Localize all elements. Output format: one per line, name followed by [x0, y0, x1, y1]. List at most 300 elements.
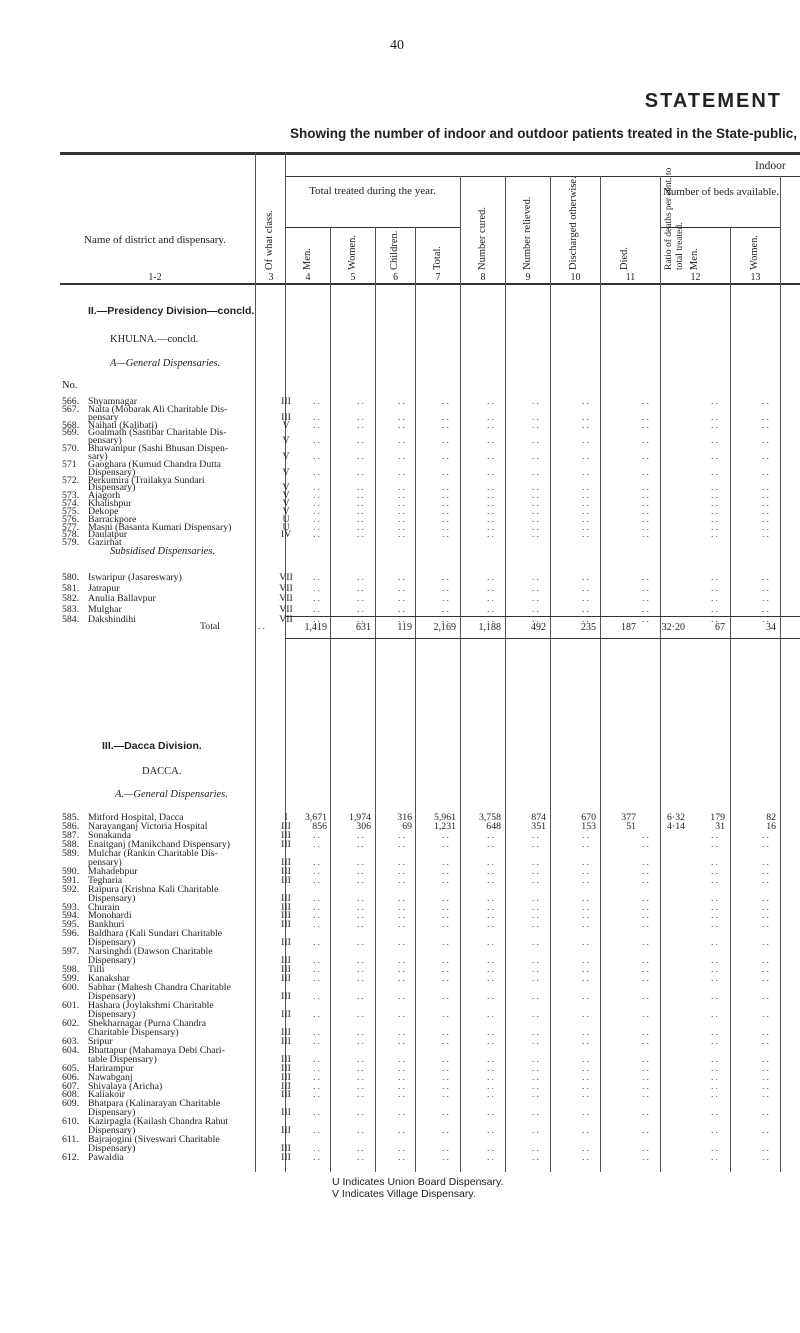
- row-number: 596.: [62, 928, 80, 940]
- empty-cell-dots: ..: [642, 490, 651, 502]
- empty-cell-dots: ..: [357, 435, 366, 447]
- empty-cell-dots: ..: [711, 498, 720, 510]
- empty-cell-dots: ..: [398, 435, 407, 447]
- empty-cell-dots: ..: [442, 991, 451, 1002]
- empty-cell-dots: ..: [642, 396, 651, 407]
- empty-cell-dots: ..: [357, 572, 366, 583]
- empty-cell-dots: ..: [442, 1026, 451, 1038]
- empty-cell-dots: ..: [487, 582, 496, 594]
- empty-cell-dots: ..: [357, 593, 366, 604]
- empty-cell-dots: ..: [532, 991, 541, 1002]
- empty-cell-dots: ..: [313, 973, 322, 985]
- empty-cell-dots: ..: [642, 1071, 651, 1083]
- total-top-rule: [285, 616, 800, 617]
- died-column-header: Died.: [619, 246, 630, 270]
- empty-cell-dots: ..: [642, 1089, 651, 1101]
- dispensary-class: III: [281, 1053, 291, 1065]
- empty-cell-dots: ..: [642, 513, 651, 525]
- dispensary-name: Charitable Dispensary): [88, 1026, 179, 1038]
- cell-value: 670: [581, 812, 596, 823]
- col-divider-7: [505, 176, 506, 1172]
- empty-cell-dots: ..: [442, 411, 451, 423]
- dispensary-name: table Dispensary): [88, 1053, 157, 1065]
- cell-value: 377: [621, 812, 636, 823]
- empty-cell-dots: ..: [711, 1152, 720, 1164]
- row-number: 572.: [62, 474, 80, 486]
- empty-cell-dots: ..: [711, 1026, 720, 1038]
- empty-cell-dots: ..: [532, 829, 541, 841]
- empty-cell-dots: ..: [357, 419, 366, 431]
- empty-cell-dots: ..: [762, 874, 771, 886]
- empty-cell-dots: ..: [711, 919, 720, 931]
- dispensary-class: III: [281, 865, 291, 877]
- empty-cell-dots: ..: [398, 1062, 407, 1074]
- empty-cell-dots: ..: [313, 856, 322, 868]
- empty-cell-dots: ..: [442, 435, 451, 447]
- empty-cell-dots: ..: [642, 973, 651, 985]
- empty-cell-dots: ..: [357, 582, 366, 594]
- footnote-union: U Indicates Union Board Dispensary.: [332, 1176, 504, 1188]
- dispensary-name: Churain: [88, 901, 120, 913]
- empty-cell-dots: ..: [532, 419, 541, 431]
- empty-cell-dots: ..: [442, 1071, 451, 1083]
- dispensary-name: Dispensary): [88, 466, 136, 478]
- cell-value: 16: [766, 820, 776, 832]
- empty-cell-dots: ..: [762, 505, 771, 517]
- empty-cell-dots: ..: [398, 419, 407, 431]
- dispensary-class: III: [281, 892, 291, 904]
- empty-cell-dots: ..: [532, 482, 541, 494]
- row-number: 586.: [62, 820, 80, 832]
- empty-cell-dots: ..: [442, 937, 451, 949]
- empty-cell-dots: ..: [442, 1053, 451, 1065]
- empty-cell-dots: ..: [762, 991, 771, 1002]
- empty-cell-dots: ..: [357, 973, 366, 985]
- dispensary-name: Bankhuri: [88, 919, 125, 931]
- dispensary-class: III: [281, 901, 291, 913]
- empty-cell-dots: ..: [582, 901, 591, 913]
- empty-cell-dots: ..: [762, 829, 771, 841]
- empty-cell-dots: ..: [711, 1107, 720, 1119]
- empty-cell-dots: ..: [582, 1035, 591, 1047]
- col-divider-9: [600, 176, 601, 1172]
- empty-cell-dots: ..: [442, 973, 451, 985]
- empty-cell-dots: ..: [442, 396, 451, 407]
- row-number: 590.: [62, 865, 80, 877]
- men-column-header: Men.: [302, 248, 313, 270]
- empty-cell-dots: ..: [442, 1152, 451, 1164]
- empty-cell-dots: ..: [313, 1080, 322, 1092]
- empty-cell-dots: ..: [487, 521, 496, 533]
- empty-cell-dots: ..: [582, 1008, 591, 1020]
- row-number: 576.: [62, 513, 80, 525]
- dispensary-name: Mulghar: [88, 603, 122, 615]
- general-dispensaries-heading-dacca: A.—General Dispensaries.: [115, 789, 228, 800]
- empty-cell-dots: ..: [313, 411, 322, 423]
- empty-cell-dots: ..: [711, 572, 720, 583]
- empty-cell-dots: ..: [487, 466, 496, 478]
- empty-cell-dots: ..: [532, 973, 541, 985]
- dispensary-class: III: [281, 964, 291, 976]
- empty-cell-dots: ..: [398, 450, 407, 462]
- empty-cell-dots: ..: [762, 838, 771, 850]
- empty-cell-dots: ..: [313, 614, 322, 625]
- row-number: 593.: [62, 901, 80, 913]
- empty-cell-dots: ..: [398, 991, 407, 1002]
- empty-cell-dots: ..: [642, 411, 651, 423]
- empty-cell-dots: ..: [762, 529, 771, 541]
- cell-value: 1,974: [348, 812, 371, 823]
- empty-cell-dots: ..: [398, 1125, 407, 1137]
- dispensary-class: III: [281, 874, 291, 886]
- division-heading-dacca: III.—Dacca Division.: [102, 740, 202, 752]
- dispensary-class: I: [284, 812, 288, 823]
- col-number: 8: [480, 272, 486, 283]
- empty-cell-dots: ..: [642, 498, 651, 510]
- empty-cell-dots: ..: [487, 955, 496, 967]
- empty-cell-dots: ..: [762, 901, 771, 913]
- empty-cell-dots: ..: [442, 505, 451, 517]
- empty-cell-dots: ..: [398, 829, 407, 841]
- empty-cell-dots: ..: [357, 865, 366, 877]
- col-number: 10: [570, 272, 581, 283]
- empty-cell-dots: ..: [711, 593, 720, 604]
- beds-men-column-header: Men.: [689, 248, 700, 270]
- empty-cell-dots: ..: [582, 973, 591, 985]
- col-number: 6: [393, 272, 398, 283]
- total-value: 1,188: [478, 622, 501, 633]
- empty-cell-dots: ..: [313, 466, 322, 478]
- empty-cell-dots: ..: [711, 901, 720, 913]
- dispensary-class: III: [281, 973, 291, 985]
- empty-cell-dots: ..: [357, 513, 366, 525]
- empty-cell-dots: ..: [313, 865, 322, 877]
- empty-cell-dots: ..: [642, 603, 651, 615]
- empty-cell-dots: ..: [442, 856, 451, 868]
- empty-cell-dots: ..: [487, 1035, 496, 1047]
- empty-cell-dots: ..: [642, 529, 651, 541]
- dispensary-class: III: [281, 910, 291, 922]
- empty-cell-dots: ..: [711, 991, 720, 1002]
- empty-cell-dots: ..: [357, 603, 366, 615]
- empty-cell-dots: ..: [487, 1143, 496, 1155]
- empty-cell-dots: ..: [762, 856, 771, 868]
- empty-cell-dots: ..: [532, 396, 541, 407]
- empty-cell-dots: ..: [398, 910, 407, 922]
- col-number: 12: [690, 272, 701, 283]
- empty-cell-dots: ..: [442, 490, 451, 502]
- dispensary-class: III: [281, 1071, 291, 1083]
- empty-cell-dots: ..: [711, 435, 720, 447]
- empty-cell-dots: ..: [398, 603, 407, 615]
- row-number: 594.: [62, 910, 80, 922]
- empty-cell-dots: ..: [442, 892, 451, 904]
- col-divider-6: [460, 176, 461, 1172]
- empty-cell-dots: ..: [313, 838, 322, 850]
- empty-cell-dots: ..: [711, 505, 720, 517]
- empty-cell-dots: ..: [313, 435, 322, 447]
- dispensary-name: Bhawanipur (Sashi Bhusan Dispen-: [88, 443, 229, 455]
- empty-cell-dots: ..: [442, 874, 451, 886]
- empty-cell-dots: ..: [398, 505, 407, 517]
- col-number: 5: [350, 272, 356, 283]
- empty-cell-dots: ..: [313, 450, 322, 462]
- dispensary-name: Dispensary): [88, 937, 136, 949]
- empty-cell-dots: ..: [762, 466, 771, 478]
- empty-cell-dots: ..: [487, 964, 496, 976]
- empty-cell-dots: ..: [711, 1053, 720, 1065]
- dispensary-name: Ajagorh: [88, 490, 121, 502]
- empty-cell-dots: ..: [762, 435, 771, 447]
- empty-cell-dots: ..: [357, 955, 366, 967]
- empty-cell-dots: ..: [442, 919, 451, 931]
- dispensary-name: pensary): [88, 435, 122, 447]
- empty-cell-dots: ..: [711, 937, 720, 949]
- empty-cell-dots: ..: [487, 1053, 496, 1065]
- empty-cell-dots: ..: [642, 593, 651, 604]
- empty-cell-dots: ..: [398, 919, 407, 931]
- empty-cell-dots: ..: [487, 856, 496, 868]
- empty-cell-dots: ..: [532, 1062, 541, 1074]
- row-number: 574.: [62, 498, 80, 510]
- empty-cell-dots: ..: [642, 614, 651, 625]
- dispensary-name: Baldhara (Kali Sundari Charitable: [88, 928, 223, 940]
- empty-cell-dots: ..: [487, 529, 496, 541]
- row-number: 611.: [62, 1134, 79, 1146]
- row-number: 592.: [62, 883, 80, 895]
- total-value: 34: [766, 622, 776, 633]
- statement-subtitle: Showing the number of indoor and outdoor patients treated in the State-public,: [290, 126, 797, 141]
- row-number: 599.: [62, 973, 80, 985]
- row-number: 597.: [62, 946, 80, 958]
- empty-cell-dots: ..: [762, 865, 771, 877]
- empty-cell-dots: ..: [442, 529, 451, 541]
- cell-value: 856: [312, 820, 327, 832]
- empty-cell-dots: ..: [762, 482, 771, 494]
- row-number: 603.: [62, 1035, 80, 1047]
- row-number: 584.: [62, 614, 80, 625]
- empty-cell-dots: ..: [398, 892, 407, 904]
- empty-cell-dots: ..: [642, 1107, 651, 1119]
- row-number: 612.: [62, 1152, 80, 1164]
- empty-cell-dots: ..: [313, 490, 322, 502]
- total-bottom-rule: [285, 638, 800, 639]
- empty-cell-dots: ..: [582, 937, 591, 949]
- children-column-header: Children.: [389, 230, 400, 270]
- empty-cell-dots: ..: [532, 614, 541, 625]
- empty-cell-dots: ..: [532, 892, 541, 904]
- empty-cell-dots: ..: [582, 1107, 591, 1119]
- empty-cell-dots: ..: [532, 1143, 541, 1155]
- empty-cell-dots: ..: [532, 1080, 541, 1092]
- empty-cell-dots: ..: [398, 572, 407, 583]
- dispensary-name: Kanakshar: [88, 973, 130, 985]
- empty-cell-dots: ..: [487, 614, 496, 625]
- empty-cell-dots: ..: [442, 1089, 451, 1101]
- row-number: 571: [62, 458, 77, 470]
- empty-cell-dots: ..: [642, 964, 651, 976]
- empty-cell-dots: ..: [711, 1008, 720, 1020]
- empty-cell-dots: ..: [487, 919, 496, 931]
- dispensary-class: III: [281, 820, 291, 832]
- empty-cell-dots: ..: [442, 513, 451, 525]
- empty-cell-dots: ..: [313, 603, 322, 615]
- empty-cell-dots: ..: [582, 490, 591, 502]
- empty-cell-dots: ..: [442, 419, 451, 431]
- row-number: 600.: [62, 982, 80, 994]
- subsidised-heading: Subsidised Dispensaries.: [110, 546, 215, 557]
- empty-cell-dots: ..: [762, 1089, 771, 1101]
- empty-cell-dots: ..: [532, 901, 541, 913]
- cell-value: 648: [486, 820, 501, 832]
- empty-cell-dots: ..: [532, 490, 541, 502]
- empty-cell-dots: ..: [711, 955, 720, 967]
- empty-cell-dots: ..: [711, 1062, 720, 1074]
- empty-cell-dots: ..: [487, 419, 496, 431]
- empty-cell-dots: ..: [487, 505, 496, 517]
- total-value: 492: [531, 622, 546, 633]
- empty-cell-dots: ..: [313, 937, 322, 949]
- cell-value: 351: [531, 820, 546, 832]
- empty-cell-dots: ..: [582, 505, 591, 517]
- dispensary-class: III: [281, 411, 291, 423]
- empty-cell-dots: ..: [442, 450, 451, 462]
- empty-cell-dots: ..: [357, 411, 366, 423]
- col-divider-5: [415, 227, 416, 1172]
- ratio-column-header: Ratio of deaths per cent. to total treated.: [664, 167, 685, 270]
- dispensary-class: III: [281, 396, 291, 407]
- empty-cell-dots: ..: [582, 482, 591, 494]
- dispensary-name: Tilli: [88, 964, 105, 976]
- total-group-header: Total treated during the year.: [309, 185, 436, 197]
- dispensary-class: VII: [279, 593, 293, 604]
- dispensary-name: Bhatpara (Kalinarayan Charitable: [88, 1098, 221, 1110]
- empty-cell-dots: ..: [582, 865, 591, 877]
- empty-cell-dots: ..: [762, 450, 771, 462]
- empty-cell-dots: ..: [532, 838, 541, 850]
- dispensary-class: VII: [279, 603, 293, 615]
- dispensary-name: sary): [88, 450, 108, 462]
- dispensary-class: V: [282, 505, 290, 517]
- empty-cell-dots: ..: [357, 614, 366, 625]
- empty-cell-dots: ..: [711, 419, 720, 431]
- cell-value: 5,961: [433, 812, 456, 823]
- empty-cell-dots: ..: [532, 955, 541, 967]
- empty-cell-dots: ..: [398, 490, 407, 502]
- dispensary-class: III: [281, 856, 291, 868]
- empty-cell-dots: ..: [711, 396, 720, 407]
- empty-cell-dots: ..: [582, 874, 591, 886]
- empty-cell-dots: ..: [762, 1062, 771, 1074]
- total-label: Total: [200, 621, 220, 632]
- empty-cell-dots: ..: [398, 973, 407, 985]
- empty-cell-dots: ..: [711, 1035, 720, 1047]
- row-number: 580.: [62, 572, 80, 583]
- row-number: 570.: [62, 443, 80, 455]
- dispensary-name: Daulatpur: [88, 529, 128, 541]
- empty-cell-dots: ..: [711, 482, 720, 494]
- footnote-village: V Indicates Village Dispensary.: [332, 1188, 476, 1200]
- dispensary-class: U: [282, 521, 290, 533]
- empty-cell-dots: ..: [442, 521, 451, 533]
- empty-cell-dots: ..: [711, 838, 720, 850]
- total-group-rule: [285, 227, 460, 228]
- empty-cell-dots: ..: [762, 603, 771, 615]
- cell-value: 316: [397, 812, 412, 823]
- empty-cell-dots: ..: [442, 1107, 451, 1119]
- empty-cell-dots: ..: [313, 1053, 322, 1065]
- empty-cell-dots: ..: [582, 513, 591, 525]
- empty-cell-dots: ..: [398, 1053, 407, 1065]
- empty-cell-dots: ..: [398, 513, 407, 525]
- col-divider-11: [730, 227, 731, 1172]
- empty-cell-dots: ..: [313, 498, 322, 510]
- empty-cell-dots: ..: [762, 490, 771, 502]
- empty-cell-dots: ..: [642, 874, 651, 886]
- empty-cell-dots: ..: [313, 964, 322, 976]
- empty-cell-dots: ..: [487, 1026, 496, 1038]
- empty-cell-dots: ..: [762, 1071, 771, 1083]
- dispensary-name: Dispensary): [88, 1125, 136, 1137]
- district-heading: KHULNA.—concld.: [110, 334, 199, 345]
- dispensary-name: Sripur: [88, 1035, 113, 1047]
- empty-cell-dots: ..: [711, 466, 720, 478]
- row-number: 585.: [62, 812, 80, 823]
- dispensary-class: III: [281, 829, 291, 841]
- dispensary-name: Shyamnagar: [88, 396, 137, 407]
- total-value: 1,419: [304, 622, 327, 633]
- dispensary-name: Dispensary): [88, 892, 136, 904]
- empty-cell-dots: ..: [582, 1143, 591, 1155]
- dispensary-name: Gaoghara (Kumud Chandra Dutta: [88, 458, 222, 470]
- empty-cell-dots: ..: [762, 1026, 771, 1038]
- dispensary-class: III: [281, 1152, 291, 1164]
- empty-cell-dots: ..: [582, 419, 591, 431]
- empty-cell-dots: ..: [398, 937, 407, 949]
- dispensary-name: Dekope: [88, 505, 119, 517]
- empty-cell-dots: ..: [582, 829, 591, 841]
- empty-cell-dots: ..: [357, 498, 366, 510]
- cell-value: 6·32: [667, 812, 685, 823]
- empty-cell-dots: ..: [487, 865, 496, 877]
- empty-cell-dots: ..: [642, 892, 651, 904]
- empty-cell-dots: ..: [532, 1107, 541, 1119]
- empty-cell-dots: ..: [582, 955, 591, 967]
- empty-cell-dots: ..: [582, 582, 591, 594]
- empty-cell-dots: ..: [313, 513, 322, 525]
- empty-cell-dots: ..: [642, 1143, 651, 1155]
- empty-cell-dots: ..: [442, 829, 451, 841]
- empty-cell-dots: ..: [762, 1107, 771, 1119]
- empty-cell-dots: ..: [762, 1125, 771, 1137]
- empty-cell-dots: ..: [442, 964, 451, 976]
- empty-cell-dots: ..: [357, 1062, 366, 1074]
- empty-cell-dots: ..: [532, 865, 541, 877]
- dispensary-class: III: [281, 1089, 291, 1101]
- empty-cell-dots: ..: [398, 582, 407, 594]
- dispensary-name: Bajrajogini (Siveswari Charitable: [88, 1134, 220, 1146]
- empty-cell-dots: ..: [313, 529, 322, 541]
- row-number: 610.: [62, 1116, 80, 1128]
- dispensary-name: Monohardi: [88, 910, 132, 922]
- empty-cell-dots: ..: [357, 1143, 366, 1155]
- empty-cell-dots: ..: [642, 419, 651, 431]
- empty-cell-dots: ..: [442, 838, 451, 850]
- dispensary-class: VII: [279, 582, 293, 594]
- empty-cell-dots: ..: [711, 411, 720, 423]
- empty-cell-dots: ..: [762, 411, 771, 423]
- empty-cell-dots: ..: [532, 910, 541, 922]
